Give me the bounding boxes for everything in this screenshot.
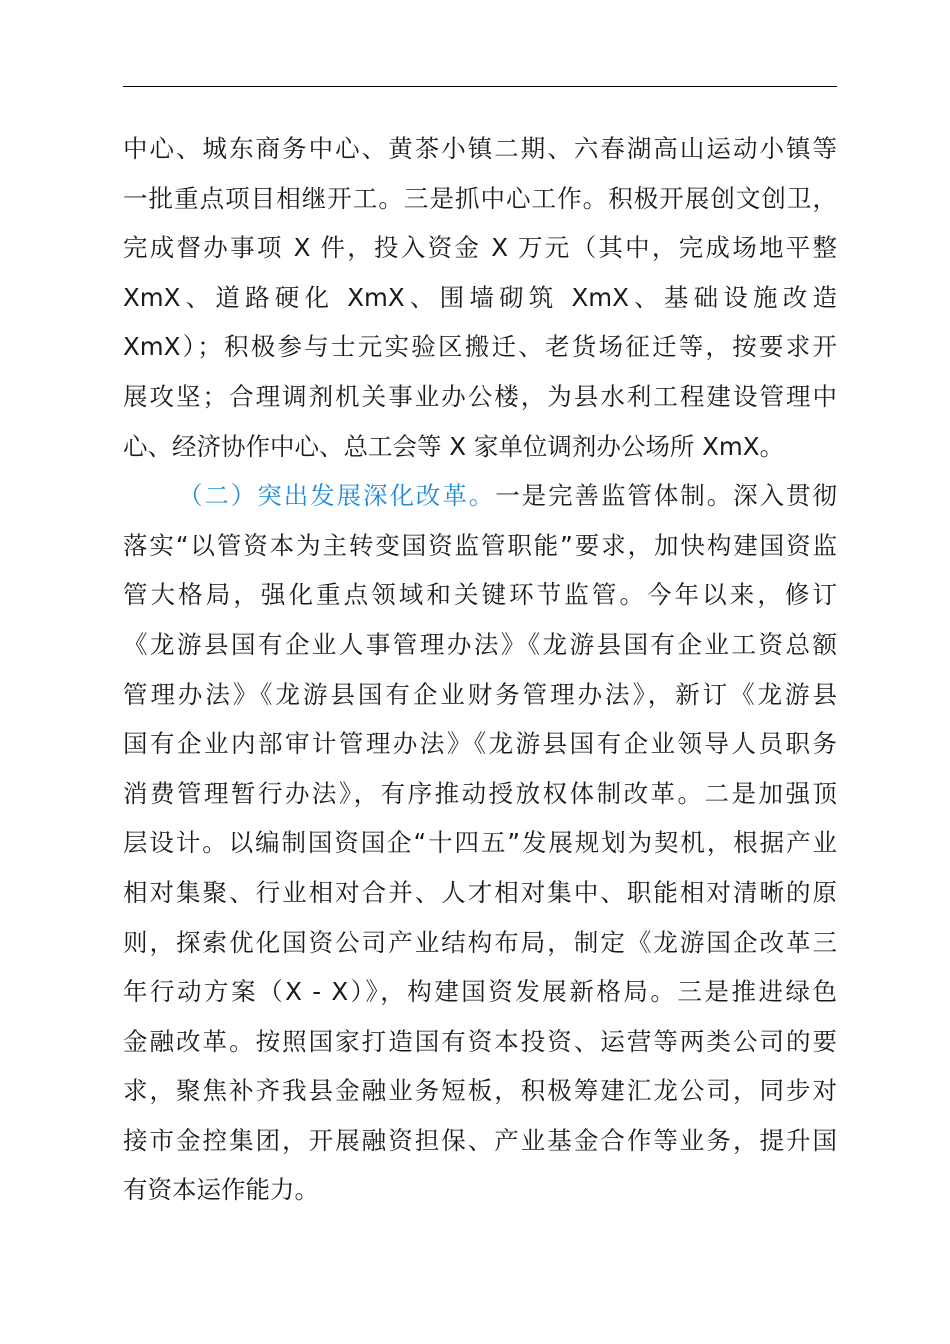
text-line: 完成督办事项 X 件，投入资金 X 万元（其中，完成场地平整: [123, 233, 837, 263]
text-line: 消费管理暂行办法》，有序推动授放权体制改革。二是加强顶: [123, 778, 837, 808]
text-span: 一是完善监管体制。深入贯彻: [495, 481, 837, 511]
text-line: 管理办法》《龙游县国有企业财务管理办法》，新订《龙游县: [123, 679, 837, 709]
text-line: 国有企业内部审计管理办法》《龙游县国有企业领导人员职务: [123, 729, 837, 759]
text-line: 相对集聚、行业相对合并、人才相对集中、职能相对清晰的原: [123, 877, 837, 907]
text-line: 中心、城东商务中心、黄茶小镇二期、六春湖高山运动小镇等: [123, 134, 837, 163]
text-line: 年行动方案（X - X）》，构建国资发展新格局。三是推进绿色: [123, 977, 837, 1007]
text-line: 金融改革。按照国家打造国有资本投资、运营等两类公司的要: [123, 1026, 837, 1056]
paragraph-1: [123, 124, 837, 471]
text-line: 有资本运作能力。: [123, 1175, 319, 1205]
header-rule: [123, 86, 837, 87]
text-line: 一批重点项目相继开工。三是抓中心工作。积极开展创文创卫，: [123, 183, 837, 213]
section-heading: （二）突出发展深化改革。: [178, 481, 496, 511]
text-line: 心、经济协作中心、总工会等 X 家单位调剂办公场所 XmX。: [123, 431, 785, 461]
text-line: XmX、道路硬化 XmX、围墙砌筑 XmX、基础设施改造: [123, 282, 837, 312]
text-line: 《龙游县国有企业人事管理办法》《龙游县国有企业工资总额: [123, 629, 837, 659]
paragraph-2: [123, 471, 837, 1215]
text-line: [123, 471, 837, 521]
document-body: [123, 124, 837, 1215]
text-line: XmX）；积极参与士元实验区搬迁、老货场征迁等，按要求开: [123, 332, 837, 362]
text-line: 则，探索优化国资公司产业结构布局，制定《龙游国企改革三: [123, 927, 837, 957]
text-line: 管大格局，强化重点领域和关键环节监管。今年以来，修订: [123, 580, 837, 610]
text-line: 接市金控集团，开展融资担保、产业基金合作等业务，提升国: [123, 1125, 837, 1155]
text-line: 层设计。以编制国资国企“十四五”发展规划为契机，根据产业: [123, 828, 837, 858]
text-line: 求，聚焦补齐我县金融业务短板，积极筹建汇龙公司，同步对: [123, 1076, 837, 1106]
text-line: 落实“以管资本为主转变国资监管职能”要求，加快构建国资监: [123, 530, 837, 560]
text-line: 展攻坚；合理调剂机关事业办公楼，为县水利工程建设管理中: [123, 381, 837, 411]
